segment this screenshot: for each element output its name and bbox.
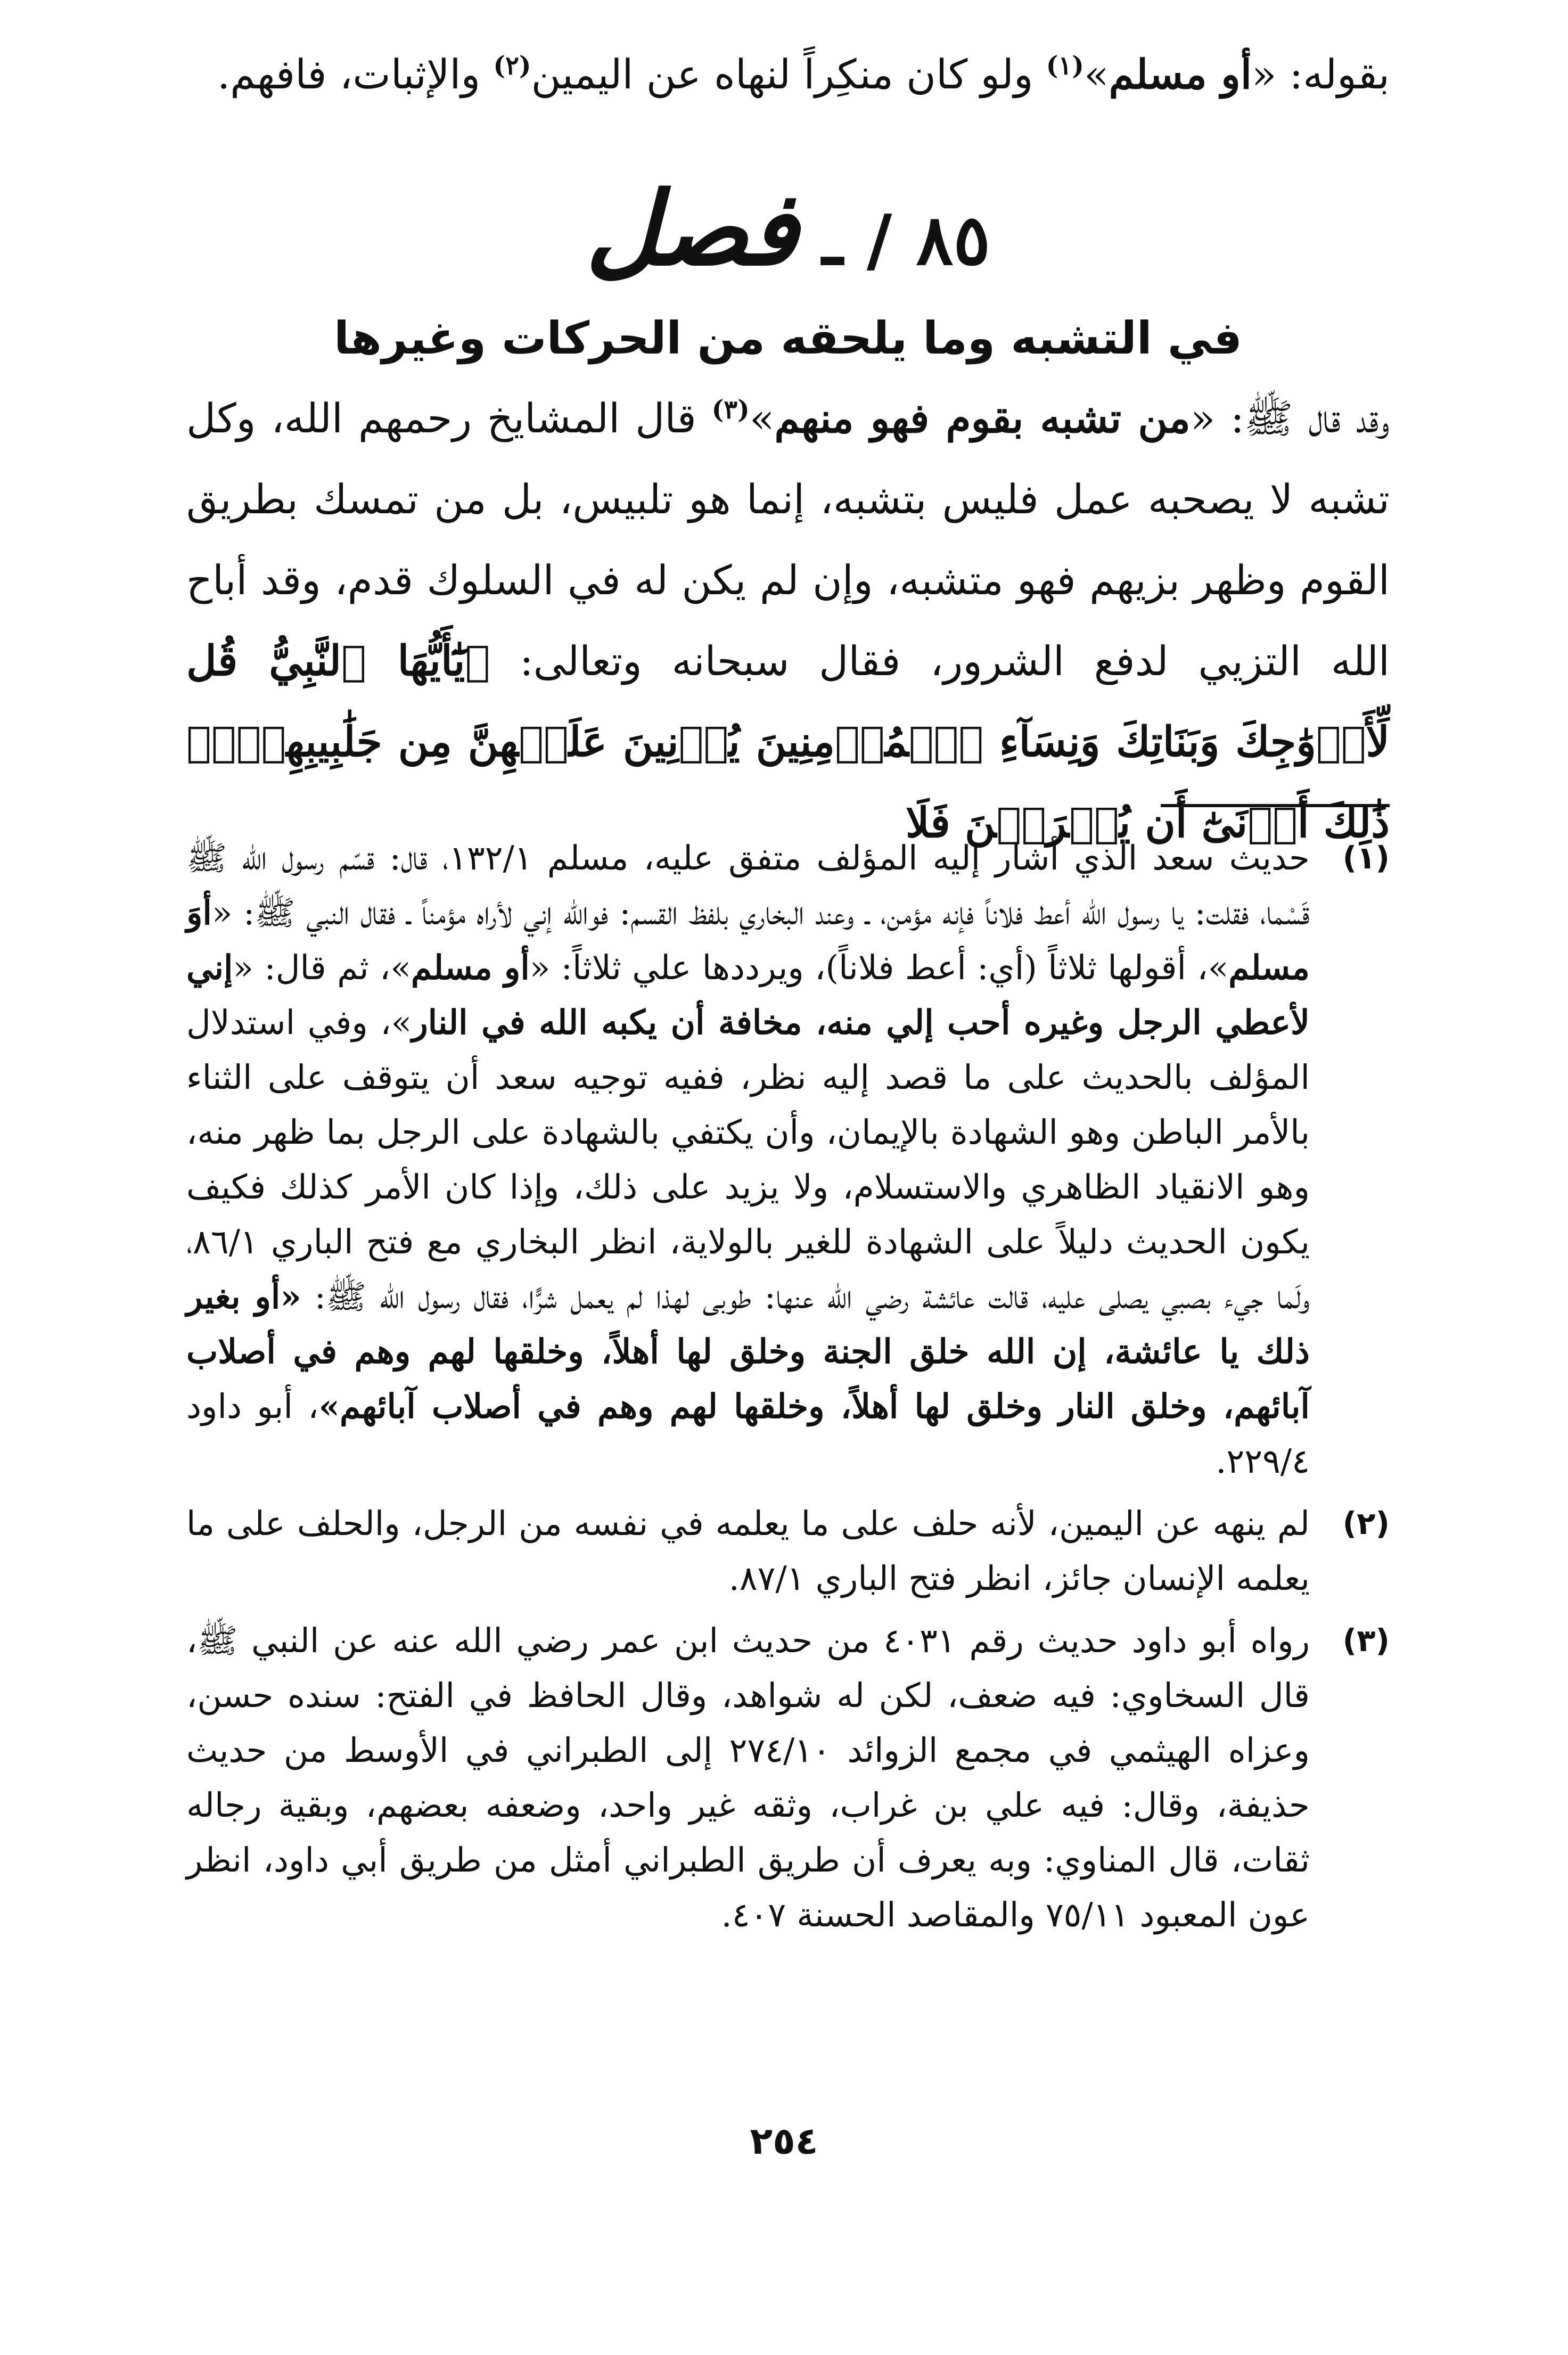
text-run: ، أبو داود ٢٢٩/٤. xyxy=(186,1387,1310,1481)
bold-quote: أو مسلم xyxy=(1109,51,1252,98)
footnote-number: (٢) xyxy=(1342,1505,1390,1541)
text-run: » xyxy=(1083,51,1109,98)
footnote-2 xyxy=(186,1496,1390,1606)
chapter-dash: ـ xyxy=(798,199,843,281)
page-number: ٢٥٤ xyxy=(750,2119,818,2163)
hadith-quote: من تشبه بقوم فهو منهم xyxy=(774,395,1191,442)
text-run: »، وفي استدلال المؤلف بالحديث على ما قصد إليه نظر، ففيه توجيه سعد أن يتوقف على الثناء بالأمر الباطن وهو الشهادة بالإيمان، وأن يكتفي بالشهادة على الرجل بما ظهر منه، وهو الانقياد الظاهري والاستسلام، ولا يزيد على ذلك، وإذا كان الأمر كذلك فكيف يكون الحديث دليلاً على الشهادة للغير بالولاية، انظر البخاري مع فتح الباري ٨٦/١، ولَما جيء بصبي يصلى عليه، قالت عائشة رضي الله عنها: طوبى لهذا لم يعمل شرًّا، فقال رسول الله ﷺ: xyxy=(186,1003,1310,1316)
text-run: وقد قال ﷺ: « xyxy=(1190,395,1390,442)
text-run: »، أقولها ثلاثاً (أي: أعط فلاناً)، ويرددها علي ثلاثاً: « xyxy=(529,948,1229,987)
quran-verse: ﴿يَٰٓأَيُّهَا ٱلنَّبِيُّ قُل لِّأَزۡوَٰجِكَ وَبَنَاتِكَ وَنِسَآءِ ٱلۡمُؤۡمِنِينَ يُدۡنِينَ عَلَيۡهِنَّ مِن جَلَٰبِيبِهِنَّۚ ذَٰلِكَ أَدۡنَىٰٓ أَن يُعۡرَفۡنَ فَلَا xyxy=(186,637,1390,847)
text-run: والإثبات، فافهم. xyxy=(217,51,494,98)
chapter-number: ٨٥ / xyxy=(842,199,991,281)
text-run: » xyxy=(749,395,775,442)
text-run: »، ثم قال: « xyxy=(233,948,411,987)
footnote-ref-3: (٣) xyxy=(711,395,750,425)
bold-quote: «أو بغير ذلك يا عائشة، إن الله خلق الجنة وخلق لها أهلاً، وخلقها لهم وهم في أصلاب آبائهم، وخلق النار وخلق لها أهلاً، وخلقها لهم وهم في أصلاب آبائهم» xyxy=(186,1277,1310,1426)
footnote-3 xyxy=(186,1613,1390,1942)
footnote-divider xyxy=(1161,804,1390,807)
footnote-number: (١) xyxy=(1342,840,1390,876)
text-run: حديث سعد الذي أشار إليه المؤلف متفق عليه، مسلم ١٣٢/١، قال: قسّم رسول الله ﷺ قَسْما، فقلت: يا رسول الله أعط فلاناً فإنه مؤمن، ـ وعند البخاري بلفظ القسم: فوالله إني لأراه مؤمناً ـ فقال النبي ﷺ: « xyxy=(186,839,1310,932)
bold-quote: إني لأعطي الرجل وغيره أحب إلي منه، مخافة أن يكبه الله في النار xyxy=(186,948,1310,1042)
continuation-line xyxy=(186,37,1390,112)
footnote-text: لم ينهه عن اليمين، لأنه حلف على ما يعلمه في نفسه من الرجل، والحلف على ما يعلمه الإنسان جائز، انظر فتح الباري ٨٧/١. xyxy=(186,1504,1310,1598)
footnote-ref-2: (٢) xyxy=(493,51,531,81)
footnote-1 xyxy=(186,831,1390,1489)
body-paragraph xyxy=(186,378,1390,864)
chapter-word: فصل xyxy=(585,169,799,288)
main-column xyxy=(186,37,1390,864)
bold-quote: أو مسلم xyxy=(411,948,530,987)
chapter-heading xyxy=(186,169,1390,298)
bold-quote: أوَ مسلم xyxy=(186,893,1310,987)
footnotes xyxy=(186,831,1390,1950)
text-run: بقوله: « xyxy=(1251,51,1390,98)
footnote-text: رواه أبو داود حديث رقم ٤٠٣١ من حديث ابن عمر رضي الله عنه عن النبي ﷺ، قال السخاوي: فيه ضعف، لكن له شواهد، وقال الحافظ في الفتح: سنده حسن، وعزاه الهيثمي في مجمع الزوائد ٢٧٤/١٠ إلى الطبراني في الأوسط من حديث حذيفة، وقال: فيه علي بن غراب، وثقه غير واحد، وضعفه بعضهم، وبقية رجاله ثقات، قال المناوي: وبه يعرف أن طريق الطبراني أمثل من طريق أبي داود، انظر عون المعبود ٧٥/١١ والمقاصد الحسنة ٤٠٧. xyxy=(186,1621,1310,1934)
text-run: ولو كان منكِراً لنهاه عن اليمين xyxy=(531,51,1046,98)
footnote-number: (٣) xyxy=(1342,1622,1390,1659)
footnote-ref-1: (١) xyxy=(1046,51,1084,81)
text-run: قال المشايخ رحمهم الله، وكل تشبه لا يصحبه عمل فليس بتشبه، إنما هو تلبيس، بل من تمسك بطريق القوم وظهر بزيهم فهو متشبه، وإن لم يكن له في السلوك قدم، وقد أباح الله التزيي لدفع الشرور، فقال سبحانه وتعالى: xyxy=(186,395,1390,685)
chapter-subtitle: في التشبه وما يلحقه من الحركات وغيرها xyxy=(334,312,1242,364)
